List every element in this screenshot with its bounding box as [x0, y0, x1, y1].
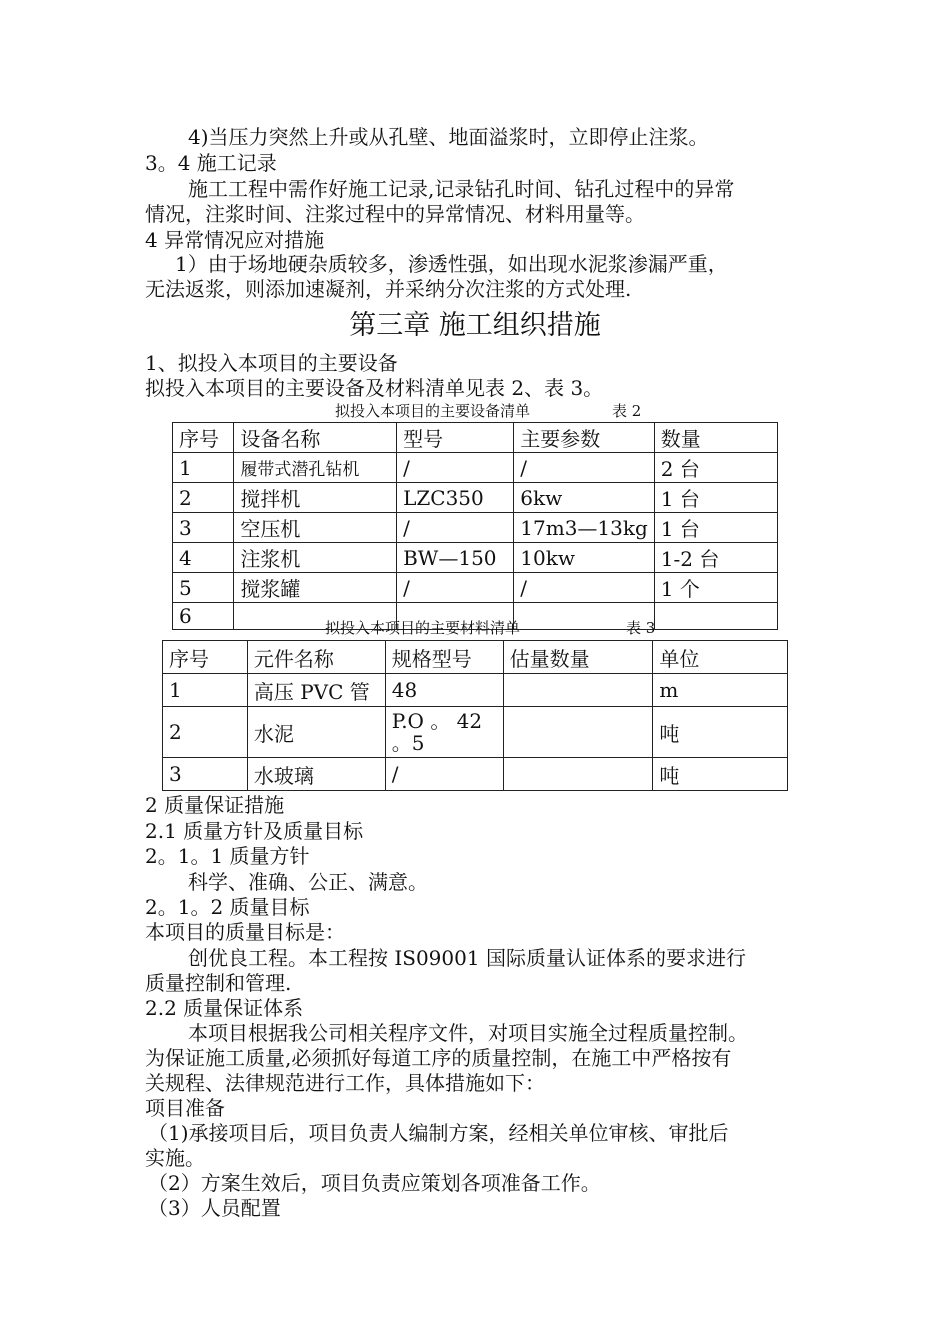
table-cell: 1-2 台: [654, 543, 777, 573]
section-heading: 4 异常情况应对措施: [145, 228, 325, 252]
table-cell: LZC350: [397, 483, 514, 513]
table-cell: 17m3—13kg: [514, 513, 655, 543]
paragraph: （3）人员配置: [148, 1196, 281, 1220]
table-cell: 吨: [653, 707, 788, 758]
section-heading: 3。4 施工记录: [145, 151, 277, 175]
table-row: [173, 543, 778, 573]
section-heading: 2。1。1 质量方针: [145, 844, 310, 868]
paragraph: 施工工程中需作好施工记录,记录钻孔时间、钻孔过程中的异常: [188, 177, 735, 201]
table-header-row: [173, 423, 778, 453]
table-cell: 1 台: [654, 483, 777, 513]
table-cell: 1 台: [654, 513, 777, 543]
table-cell: 高压 PVC 管: [247, 674, 385, 707]
paragraph: 拟投入本项目的主要设备及材料清单见表 2、表 3。: [145, 376, 604, 400]
table3-caption: 拟投入本项目的主要材料清单: [325, 619, 521, 637]
paragraph: 为保证施工质量,必须抓好每道工序的质量控制，在施工中严格按有: [145, 1046, 732, 1070]
table-row: [173, 483, 778, 513]
table-cell: [503, 674, 653, 707]
header-cell: 序号: [163, 641, 248, 674]
table-row: [163, 707, 788, 758]
table-cell: /: [397, 573, 514, 603]
section-heading: 2。1。2 质量目标: [145, 895, 310, 919]
table-cell: [503, 707, 653, 758]
table-cell: 4: [173, 543, 234, 573]
table-cell: BW—150: [397, 543, 514, 573]
section-heading: 2.2 质量保证体系: [145, 996, 304, 1020]
table-cell: 10kw: [514, 543, 655, 573]
paragraph: 关规程、法律规范进行工作，具体措施如下：: [145, 1071, 545, 1095]
table-cell: 48: [385, 674, 503, 707]
paragraph: 本项目的质量目标是：: [145, 920, 345, 944]
table-cell: 注浆机: [234, 543, 397, 573]
table-cell: 3: [163, 758, 248, 791]
header-cell: 序号: [173, 423, 234, 453]
table-row: [173, 453, 778, 483]
table-cell: 1 个: [654, 573, 777, 603]
paragraph: 质量控制和管理.: [145, 971, 292, 995]
table-row: [163, 674, 788, 707]
section-heading: 项目准备: [145, 1096, 225, 1120]
paragraph: 实施。: [145, 1146, 205, 1170]
table-cell: 搅拌机: [234, 483, 397, 513]
chapter-title: 第三章 施工组织措施: [349, 310, 601, 341]
paragraph: （1)承接项目后，项目负责人编制方案，经相关单位审核、审批后: [148, 1121, 729, 1145]
table-cell: /: [514, 573, 655, 603]
materials-table: [162, 640, 788, 791]
header-cell: 单位: [653, 641, 788, 674]
table-cell: 水泥: [247, 707, 385, 758]
table3-label: 表 3: [626, 619, 656, 637]
equipment-table: [172, 422, 778, 630]
table-cell: 3: [173, 513, 234, 543]
paragraph: 无法返浆，则添加速凝剂，并采纳分次注浆的方式处理.: [145, 277, 632, 301]
section-heading: 2.1 质量方针及质量目标: [145, 819, 364, 843]
header-cell: 元件名称: [247, 641, 385, 674]
table-cell: 6kw: [514, 483, 655, 513]
table-row: [173, 513, 778, 543]
table-cell: 履带式潜孔钻机: [234, 453, 397, 483]
table-cell: 6: [173, 603, 234, 630]
paragraph: 本项目根据我公司相关程序文件，对项目实施全过程质量控制。: [188, 1021, 748, 1045]
table-cell: /: [514, 453, 655, 483]
table-cell: 5: [173, 573, 234, 603]
table-cell: 2: [163, 707, 248, 758]
table-cell: /: [397, 453, 514, 483]
section-heading: 2 质量保证措施: [145, 793, 285, 817]
table-row: [173, 573, 778, 603]
table-cell: 水玻璃: [247, 758, 385, 791]
table-cell: [654, 603, 777, 630]
table-cell: 1: [163, 674, 248, 707]
header-cell: 型号: [397, 423, 514, 453]
table2-caption: 拟投入本项目的主要设备清单: [335, 402, 531, 420]
paragraph: 情况，注浆时间、注浆过程中的异常情况、材料用量等。: [145, 202, 645, 226]
header-cell: 规格型号: [385, 641, 503, 674]
table-cell: P.O 。 42 。5: [385, 707, 503, 758]
table-cell: 吨: [653, 758, 788, 791]
table-cell: /: [385, 758, 503, 791]
table-cell: 搅浆罐: [234, 573, 397, 603]
table-cell: 2: [173, 483, 234, 513]
header-cell: 估量数量: [503, 641, 653, 674]
header-cell: 主要参数: [514, 423, 655, 453]
table2-label: 表 2: [612, 402, 642, 420]
table-header-row: [163, 641, 788, 674]
paragraph: 科学、准确、公正、满意。: [188, 870, 428, 894]
table-cell: 2 台: [654, 453, 777, 483]
table-row: [163, 758, 788, 791]
header-cell: 数量: [654, 423, 777, 453]
section-heading: 1、拟投入本项目的主要设备: [145, 351, 398, 375]
header-cell: 设备名称: [234, 423, 397, 453]
paragraph: （2）方案生效后，项目负责应策划各项准备工作。: [148, 1171, 601, 1195]
table-cell: m: [653, 674, 788, 707]
paragraph: 1）由于场地硬杂质较多，渗透性强，如出现水泥浆渗漏严重，: [175, 252, 728, 276]
paragraph: 创优良工程。本工程按 IS09001 国际质量认证体系的要求进行: [188, 946, 746, 970]
paragraph: 4)当压力突然上升或从孔壁、地面溢浆时，立即停止注浆。: [188, 125, 709, 149]
table-cell: [503, 758, 653, 791]
table-cell: 1: [173, 453, 234, 483]
table-cell: 空压机: [234, 513, 397, 543]
table-cell: /: [397, 513, 514, 543]
